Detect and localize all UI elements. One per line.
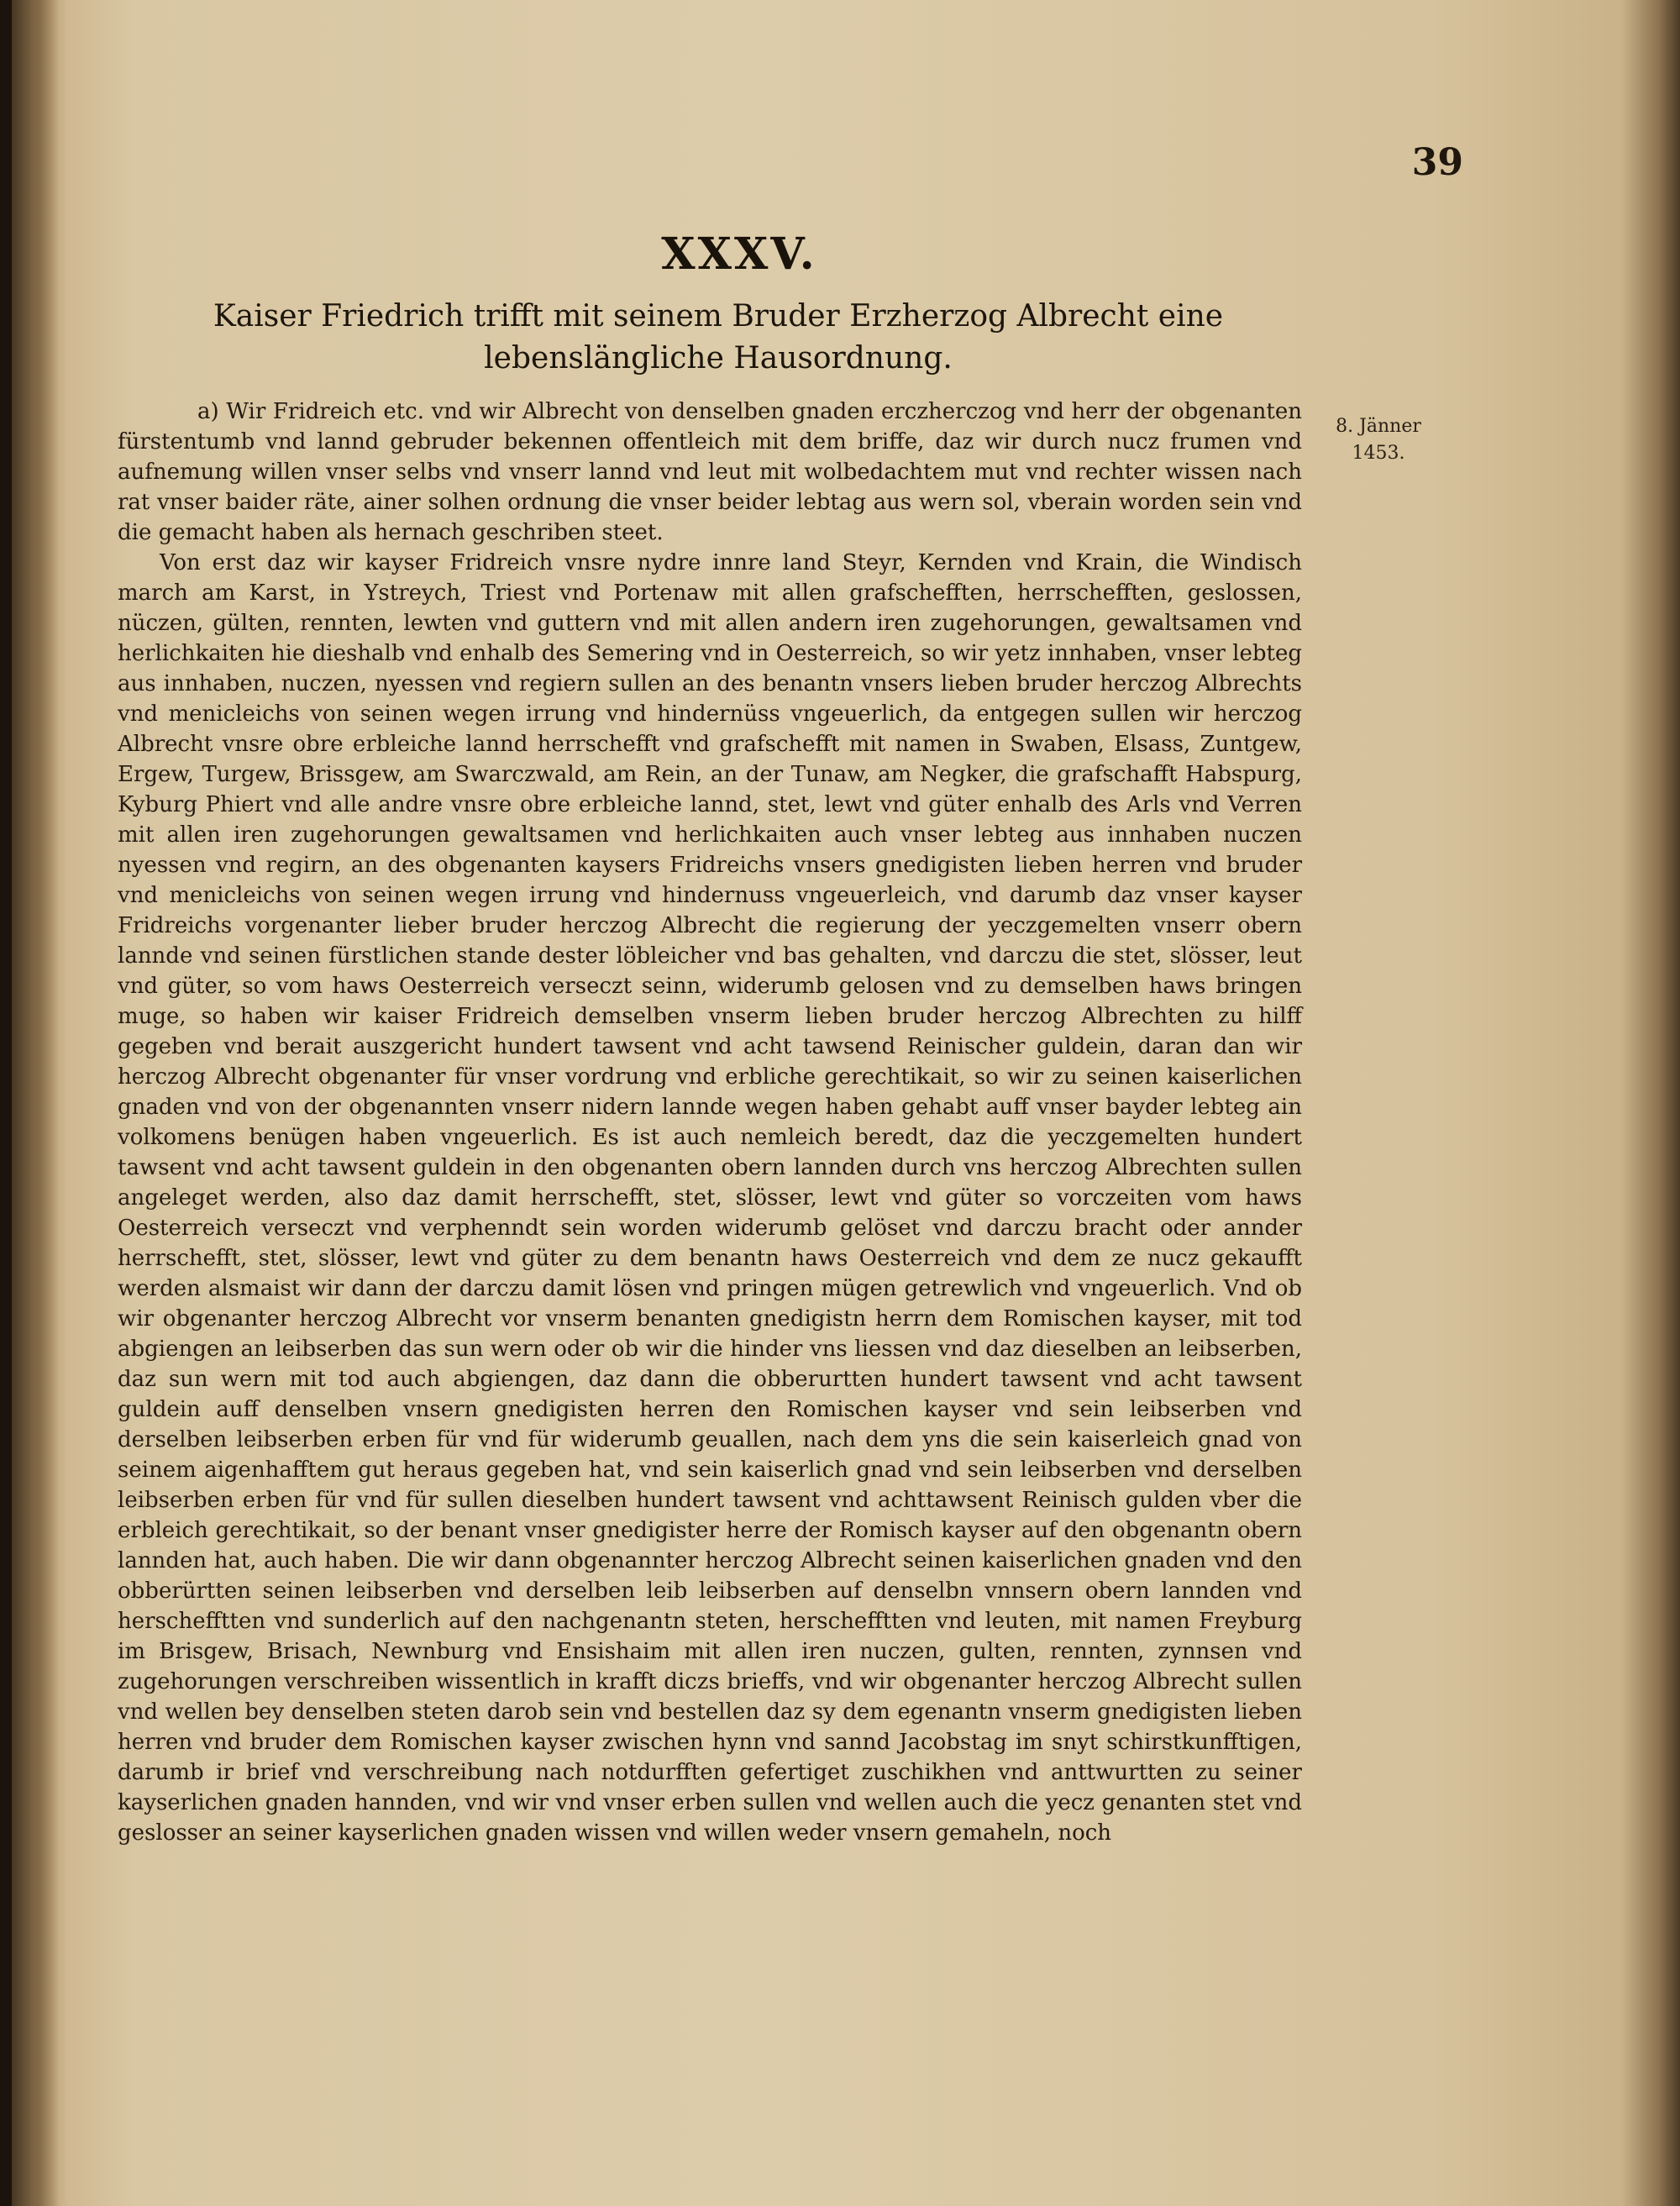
paragraph-intro: a) Wir Fridreich etc. vnd wir Albrecht von denselben gnaden erczherczog vnd herr der obgenanten fürstentumb vnd lannd gebruder bekennen offentleich mit dem briffe, daz wir durch nucz frumen vnd aufnemung willen vnser selbs vnd vnserr lannd vnd leut mit wolbedachtem mut vnd rechter wissen nach rat vnser baider räte, ainer solhen ordnung die vnser beider lebtag aus wern sol, vberain worden sein vnd die gemacht haben als hernach geschriben steet. bbox=[118, 399, 1302, 545]
marginal-date-day: 8. Jänner bbox=[1336, 416, 1421, 437]
marginal-date bbox=[1324, 413, 1433, 467]
previous-page-edge bbox=[0, 0, 12, 2206]
paragraph-main: Von erst daz wir kayser Fridreich vnsre nydre innre land Steyr, Kernden vnd Krain, die Windisch march am Karst, in Ystreych, Triest vnd Portenaw mit allen grafschefften, herrschefften, geslossen, nüczen, gülten, rennten, lewten vnd guttern vnd mit allen andern iren zugehorungen, gewaltsamen vnd herlichkaiten hie dieshalb vnd enhalb des Semering vnd in Oesterreich, so wir yetz innhaben, vnser lebteg aus innhaben, nuczen, nyessen vnd regiern sullen an des benantn vnsers lieben bruder herczog Albrechts vnd menicleichs von seinen wegen irrung vnd hindernüss vngeuerlich, da entgegen sullen wir herczog Albrecht vnsre obre erbleiche lannd herrschefft vnd grafschefft mit namen in Swaben, Elsass, Zuntgew, Ergew, Turgew, Brissgew, am Swarczwald, am Rein, an der Tunaw, am Negker, die grafschafft Habspurg, Kyburg Phiert vnd alle andre vnsre obre erbleiche lannd, stet, lewt vnd güter enhalb des Arls vnd Verren mit allen iren zugehorungen gewaltsamen vnd herlichkaiten auch vnser lebteg aus innhaben nuczen nyessen vnd regirn, an des obgenanten kaysers Fridreichs vnsers gnedigisten lieben herren vnd bruder vnd menicleichs von seinen wegen irrung vnd hindernuss vngeuerleich, vnd darumb daz vnser kayser Fridreichs vorgenanter lieber bruder herczog Albrecht die regierung der yeczgemelten vnserr obern lannde vnd seinen fürstlichen stande dester löbleicher vnd bas gehalten, vnd darczu die stet, slösser, leut vnd güter, so vom haws Oesterreich verseczt seinn, widerumb gelosen vnd zu demselben haws bringen muge, so haben wir kaiser Fridreich demselben vnserm lieben bruder herczog Albrechten zu hilff gegeben vnd berait auszgericht hundert tawsent vnd acht tawsend Reinischer guldein, daran dan wir herczog Albrecht obgenanter für vnser vordrung vnd erbliche gerechtikait, so wir zu seinen kaiserlichen gnaden vnd von der obgenannten vnserr nidern lannde wegen haben gehabt auff vnser bayder lebteg ain volkomens benügen haben vngeuerlich. Es ist auch nemleich beredt, daz die yeczgemelten hundert tawsent vnd acht tawsent guldein in den obgenanten obern lannden durch vns herczog Albrechten sullen angeleget werden, also daz damit herrschefft, stet, slösser, lewt vnd güter so vorczeiten vom haws Oesterreich verseczt vnd verphenndt sein worden widerumb gelöset vnd darczu bracht oder annder herrschefft, stet, slösser, lewt vnd güter zu dem benantn haws Oesterreich vnd dem ze nucz gekaufft werden alsmaist wir dann der darczu damit lösen vnd pringen mügen getrewlich vnd vngeuerlich. Vnd ob wir obgenanter herczog Albrecht vor vnserm benanten gnedigistn herrn dem Romischen kayser, mit tod abgiengen an leibserben das sun wern oder ob wir die hinder vns liessen vnd daz dieselben an leibserben, daz sun wern mit tod auch abgiengen, daz dann die obberurtten hundert tawsent vnd acht tawsent guldein auff denselben vnsern gnedigisten herren den Romischen kayser vnd sein leibserben vnd derselben leibserben erben für vnd für widerumb geuallen, nach dem yns die sein kaiserleich gnad von seinem aigenhafftem gut heraus gegeben hat, vnd sein kaiserlich gnad vnd sein leibserben vnd derselben leibserben erben für vnd für sullen dieselben hundert tawsent vnd achttawsent Reinisch gulden vber die erbleich gerechtikait, so der benant vnser gnedigister herre der Romisch kayser auf den obgenantn obern lannden hat, auch haben. Die wir dann obgenannter herczog Albrecht seinen kaiserlichen gnaden vnd den obberürtten seinen leibserben vnd derselben leib leibserben auf denselbn vnnsern obern lannden vnd herschefftten vnd sunderlich auf den nachgenantn steten, herschefftten vnd leuten, mit namen Freyburg im Brisgew, Brisach, Newnburg vnd Ensishaim mit allen iren nuczen, gulten, rennten, zynnsen vnd zugehorungen verschreiben wissentlich in krafft diczs brieffs, vnd wir obgenanter herczog Albrecht sullen vnd wellen bey denselben steten darob sein vnd bestellen daz sy dem egenantn vnserm gnedigisten lieben herren vnd bruder dem Romischen kayser zwischen hynn vnd sannd Jacobstag im snyt schirstkunfftigen, darumb ir brief vnd verschreibung nach notdurfften gefertiget zuschikhen vnd anttwurtten zu seiner kayserlichen gnaden hannden, vnd wir vnd vnser erben sullen vnd wellen auch die yecz genanten stet vnd geslosser an seiner kayserlichen gnaden wissen vnd willen weder vnsern gemaheln, noch bbox=[118, 550, 1302, 1846]
body-text bbox=[118, 397, 1302, 1848]
document-title: Kaiser Friedrich trifft mit seinem Bruder Erzherzog Albrecht eine lebenslängliche Hausordnung. bbox=[213, 299, 1224, 376]
document-number: XXXV. bbox=[661, 228, 817, 280]
marginal-date-year: 1453. bbox=[1352, 443, 1405, 464]
page-number: 39 bbox=[1411, 141, 1463, 184]
